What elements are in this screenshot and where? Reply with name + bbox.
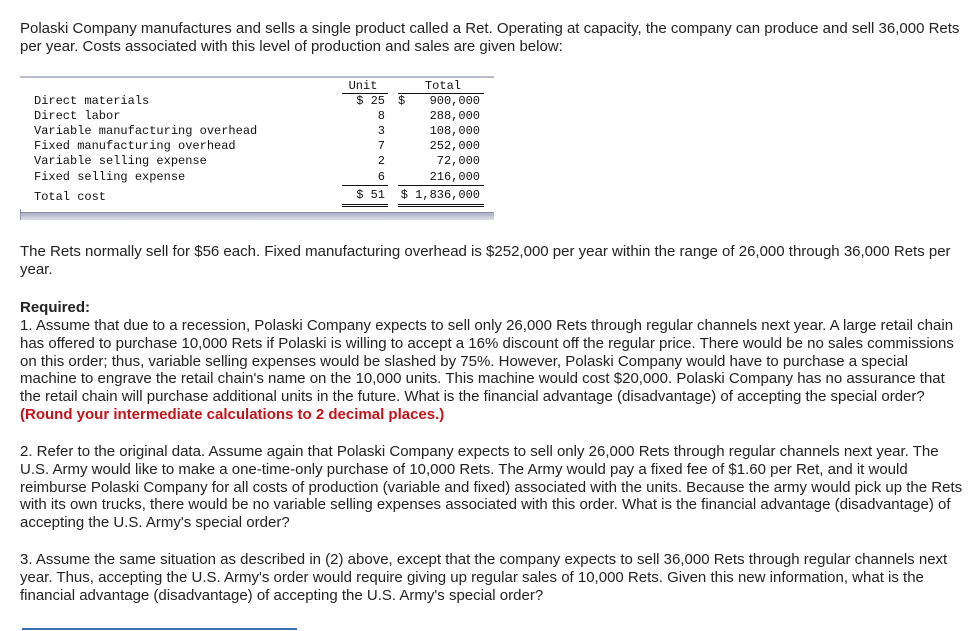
table-top-rule: [20, 76, 494, 78]
double-line-unit-b: [342, 206, 388, 207]
row-unit: 7: [377, 139, 385, 153]
bottom-tab-underline[interactable]: [22, 628, 297, 630]
row-label: Direct materials: [34, 94, 150, 108]
total-row-total: $ 1,836,000: [400, 188, 480, 202]
rounding-note: (Round your intermediate calculations to 2 decimal places.): [20, 405, 445, 423]
total-row-label: Total cost: [34, 190, 107, 204]
double-line-total-a: [398, 204, 484, 205]
col-header-unit: Unit: [348, 79, 378, 93]
row-unit: 3: [377, 124, 385, 138]
row-dollar-sign: $: [398, 94, 406, 108]
col-header-total: Total: [424, 79, 461, 93]
row-label: Variable manufacturing overhead: [34, 124, 258, 138]
subtotal-line-unit: [342, 185, 388, 186]
row-unit: 2: [377, 154, 385, 168]
required-heading: Required:: [20, 299, 91, 316]
row-total: 216,000: [429, 170, 480, 184]
table-bottom-rule: [20, 212, 494, 220]
double-line-total-b: [398, 206, 484, 207]
row-total: 108,000: [429, 124, 480, 138]
question-1-text: 1. Assume that due to a recession, Polaski Company expects to sell only 26,000 Rets through regular channels next year. A large retail chain has offered to purchase 10,000 Rets if Polaski is willing to accept a 16% discount off the regular price. There would be no sales commissions on this order; thus, variable selling expenses would be slashed by 75%. However, Polaski Company would have to purchase a special machine to engrave the retail chain's name on the 10,000 units. This machine would cost $20,000. Polaski Company has no assurance that the retail chain will purchase additional units in the future. What is the financial advantage (disadvantage) of accepting the special order?: [20, 317, 954, 406]
question-3: 3. Assume the same situation as described in (2) above, except that the company expects to sell 36,000 Rets through regular channels next year. Thus, accepting the U.S. Army's order would require giving up regular sales of 10,000 Rets. Given this new information, what is the financial advantage (disadvantage) of accepting the U.S. Army's special order?: [20, 551, 948, 604]
row-unit: $ 25: [356, 94, 385, 108]
total-row-unit: $ 51: [356, 188, 385, 202]
row-label: Fixed selling expense: [34, 170, 186, 184]
row-total: 900,000: [429, 94, 480, 108]
row-label: Direct labor: [34, 109, 121, 123]
question-2: 2. Refer to the original data. Assume again that Polaski Company expects to sell only 26,000 Rets through regular channels next year. The U.S. Army would like to make a one-time-only purchase of 10,000 Rets. The Army would pay a fixed fee of $1.60 per Ret, and it would reimburse Polaski Company for all costs of production (variable and fixed) associated with the units. Because the army would pick up the Rets with its own trucks, there would be no variable selling expenses associated with this order. What is the financial advantage (disadvantage) of accepting the U.S. Army's special order?: [20, 443, 963, 532]
row-label: Variable selling expense: [34, 154, 207, 168]
double-line-unit-a: [342, 204, 388, 205]
subtotal-line-total: [398, 185, 484, 186]
row-unit: 6: [377, 170, 385, 184]
row-unit: 8: [377, 109, 385, 123]
row-total: 288,000: [429, 109, 480, 123]
row-total: 72,000: [436, 154, 480, 168]
intro-paragraph: Polaski Company manufactures and sells a single product called a Ret. Operating at capacity, the company can produce and sell 36,000 Rets per year. Costs associated with this level of production and sales are given below:: [20, 20, 960, 55]
price-paragraph: The Rets normally sell for $56 each. Fixed manufacturing overhead is $252,000 per year within the range of 26,000 through 36,000 Rets per year.: [20, 243, 951, 278]
cost-table: [20, 76, 494, 211]
row-total: 252,000: [429, 139, 480, 153]
row-label: Fixed manufacturing overhead: [34, 139, 236, 153]
question-1: [20, 317, 965, 424]
